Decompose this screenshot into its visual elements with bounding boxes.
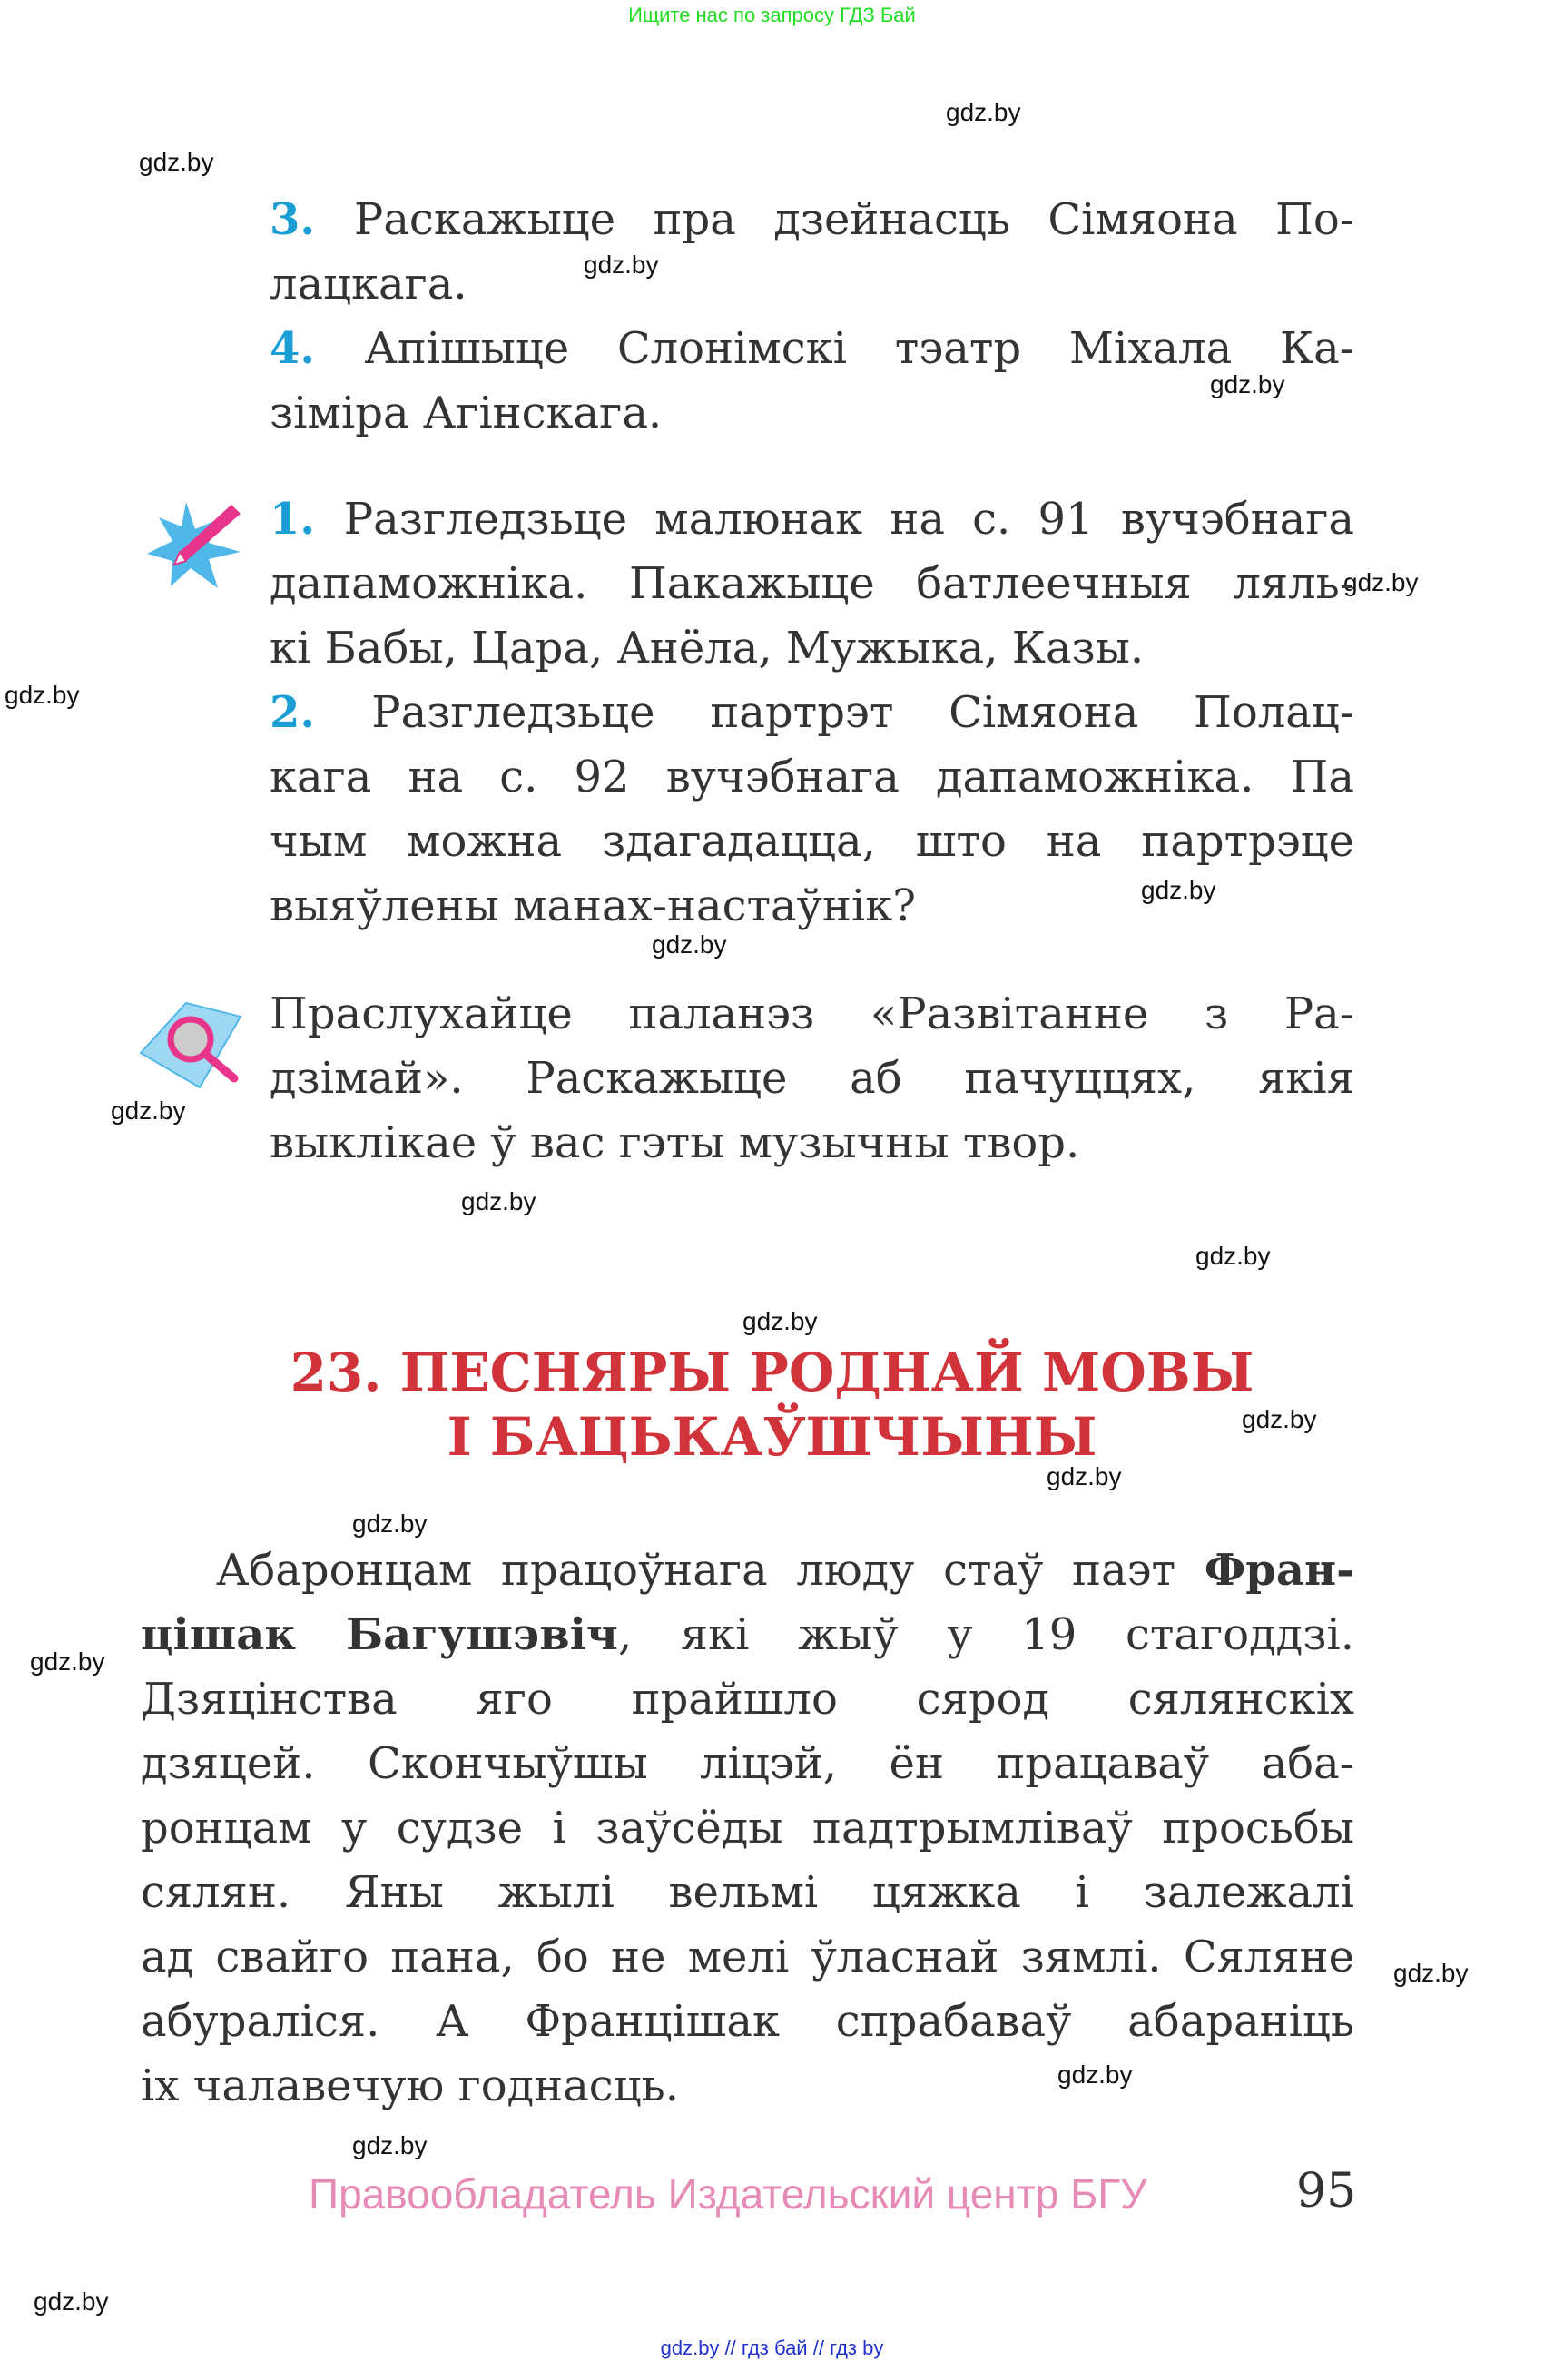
text-line [270,745,1354,810]
gdz-watermark: gdz.by [1343,568,1419,596]
item-number: 2. [270,687,372,738]
text-segment: кі Бабы, Цара, Анёла, Мужыка, Казы. [270,623,1145,674]
text-segment: чым можна здагадацца, што на партрэце [270,816,1354,867]
text-segment: кага на с. 92 вучэбнага дапаможніка. Па [270,752,1354,802]
text-line [141,1603,1354,1667]
text-line [270,982,1354,1047]
text-line [141,1732,1354,1796]
text-segment: Апішыце Слонімскі тэатр Міхала Ка- [364,323,1354,374]
gdz-watermark: gdz.by [5,681,80,709]
page-number: 95 [1296,2164,1357,2218]
gdz-watermark: gdz.by [352,2131,428,2159]
lesson-text [141,1539,1354,2119]
item-number: 4. [270,323,365,374]
text-segment: дапаможніка. Пакажыце батлеечныя ляль- [270,558,1354,609]
text-segment: Разгледзьце малюнак на с. 91 вучэбнага [343,494,1354,545]
text-segment: Раскажыце пра дзейнасць Сімяона По- [354,194,1354,245]
copyright-footer: Правообладатель Издательский центр БГУ [309,2170,1147,2218]
gdz-watermark: gdz.by [652,930,727,959]
gdz-watermark: gdz.by [352,1510,428,1538]
text-segment: абураліся. А Францішак спрабаваў абараніць [141,1996,1354,2047]
text-line [270,381,1354,446]
gdz-watermark: gdz.by [1057,2060,1133,2089]
gdz-watermark: gdz.by [1195,1242,1271,1270]
text-line [141,1667,1354,1732]
text-segment: выклікае ў вас гэты музычны твор. [270,1117,1080,1168]
gdz-watermark: gdz.by [1393,1959,1469,1987]
text-line [270,810,1354,874]
gdz-watermark: gdz.by [461,1187,536,1215]
lesson-title-line-1: 23. ПЕСНЯРЫ РОДНАЙ МОВЫ [290,1342,1254,1403]
text-segment: сялян. Яны жылі вельмі цяжка і залежалі [141,1867,1354,1918]
text-segment: ад свайго пана, бо не мелі ўласнай зямлі. Сяляне [141,1932,1354,1982]
search-hint: Ищите нас по запросу ГДЗ Бай [628,4,916,26]
gdz-watermark: gdz.by [1210,370,1285,398]
text-line [141,1861,1354,1925]
gdz-watermark: gdz.by [1141,876,1216,904]
text-segment: Праслухайце паланэз «Развітанне з Ра- [270,988,1354,1039]
text-segment: Дзяцінства яго прайшло сярод сялянскіх [141,1674,1354,1725]
text-line [270,552,1354,616]
text-line [270,874,1354,939]
text-segment: іх чалавечую годнасць. [141,2060,679,2111]
text-line [270,487,1354,552]
gdz-watermark: gdz.by [111,1097,186,1125]
text-line [270,317,1354,381]
text-line [216,1539,1354,1603]
text-line [270,681,1354,745]
text-segment: лацкага. [270,259,467,310]
text-line [270,188,1354,252]
gdz-watermark: gdz.by [34,2287,109,2316]
text-segment: зіміра Агінскага. [270,388,663,438]
text-line [270,1047,1354,1111]
text-line [141,1925,1354,1990]
gdz-watermark: gdz.by [946,98,1021,126]
lesson-title-line-2: І БАЦЬКАЎШЧЫНЫ [447,1406,1097,1468]
gdz-watermark: gdz.by [30,1647,105,1676]
star-pencil-icon [145,497,245,593]
text-line [270,616,1354,681]
task-listen [270,982,1354,1175]
text-line [270,252,1354,317]
text-line [141,1796,1354,1861]
gdz-watermark: gdz.by [742,1307,818,1335]
text-line [141,2054,1354,2119]
gdz-watermark: gdz.by [1242,1405,1317,1433]
gdz-watermark: gdz.by [1047,1462,1122,1490]
tasks-drawing [270,487,1354,939]
text-line [270,1111,1354,1175]
item-number: 3. [270,194,355,245]
item-number: 1. [270,494,344,545]
text-segment: Абаронцам працоўнага люду стаў паэт [216,1545,1205,1596]
text-segment: дзяцей. Скончыўшы ліцэй, ён працаваў аба- [141,1738,1354,1789]
text-segment: дзімай». Раскажыце аб пачуццях, якія [270,1053,1354,1104]
bottom-links[interactable]: gdz.by // гдз бай // гдз by [660,2336,884,2359]
bold-name: Фран- [1204,1545,1354,1596]
text-segment: Разгледзьце партрэт Сімяона Полац- [371,687,1354,738]
text-segment: , які жыў у 19 стагоддзі. [617,1609,1354,1660]
text-line [141,1990,1354,2054]
bold-name: цішак Багушэвіч [141,1609,618,1660]
magnifier-book-icon [136,989,245,1094]
text-segment: выяўлены манах-настаўнік? [270,880,916,931]
text-segment: ронцам у судзе і заўсёды падтрымліваў просьбы [141,1803,1354,1854]
gdz-watermark: gdz.by [139,148,214,176]
questions-a [270,188,1354,446]
gdz-watermark: gdz.by [584,251,659,279]
